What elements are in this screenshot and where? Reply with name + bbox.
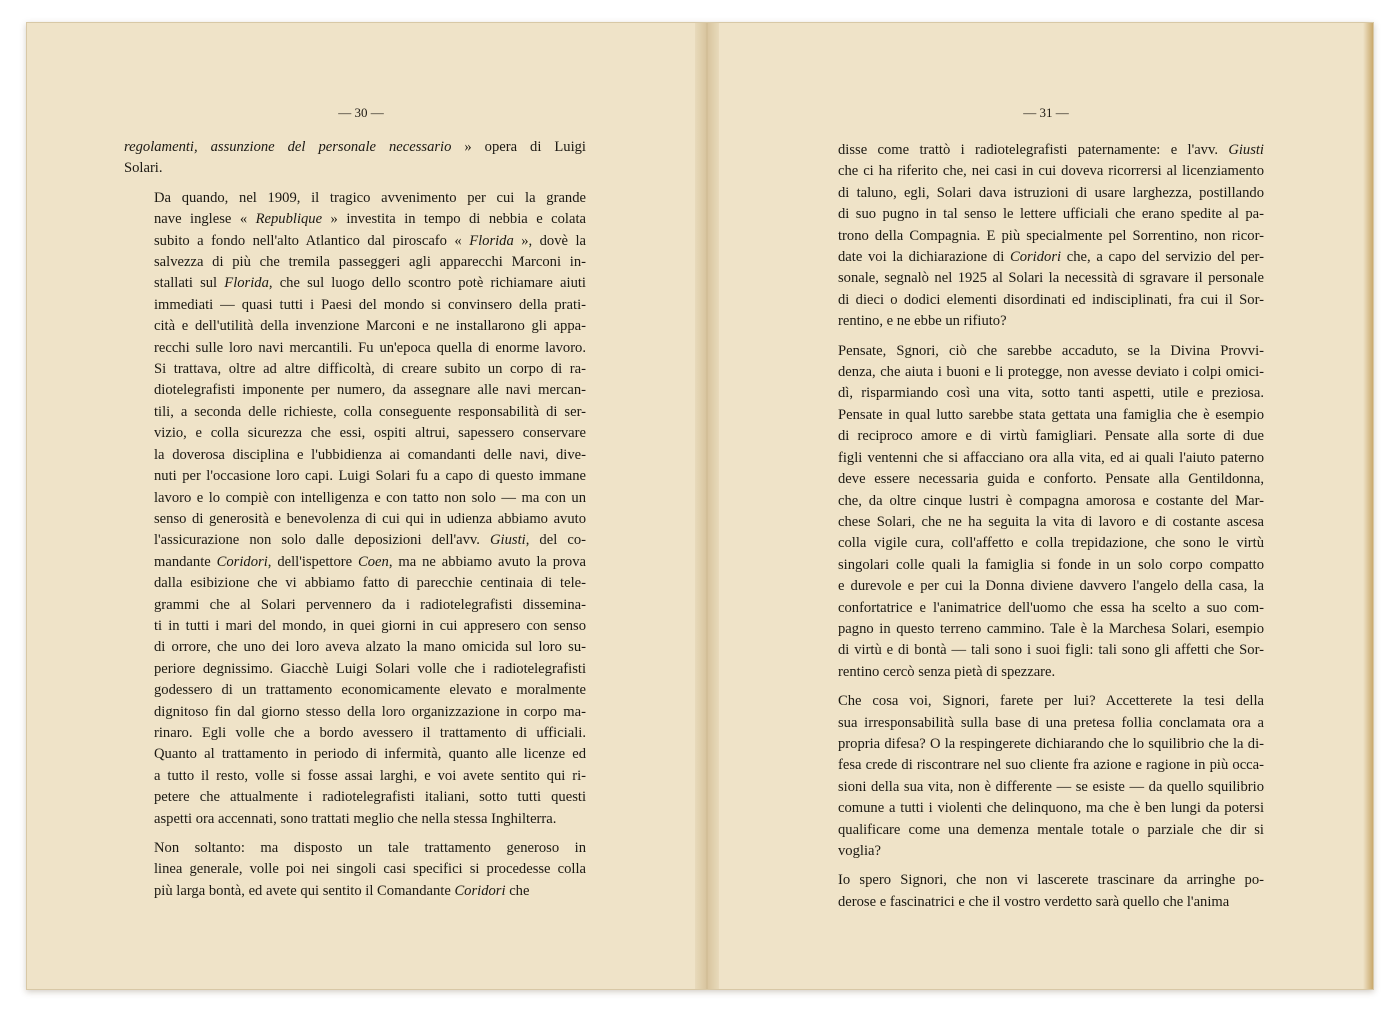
- text-line: nave inglese « Republique » investita in tempo di nebbia e colata: [154, 211, 586, 228]
- text-line: Io spero Signori, che non vi lascerete trascinare da arringhe po-: [838, 872, 1264, 889]
- text-line: a tutto il resto, volle si fosse assai larghi, e voi avete sentito qui ri-: [154, 767, 586, 784]
- text-line: vizio, e colla sicurezza che essi, ospiti altrui, sapessero conservare: [154, 425, 586, 442]
- right-page-text: [808, 137, 1264, 913]
- text-line: lavoro e lo compiè con intelligenza e con tatto non solo — ma con un: [154, 489, 586, 506]
- text-line: Quanto al trattamento in periodo di infermità, quanto alle licenze ed: [154, 746, 586, 763]
- text-line: propria difesa? O la respingerete dichiarando che lo squilibrio che la di-: [838, 735, 1264, 752]
- text-line: trono della Compagnia. E più specialmente pel Sorrentino, non ricor-: [838, 227, 1264, 244]
- text-line: Non soltanto: ma disposto un tale trattamento generoso in: [154, 840, 586, 856]
- text-line: denza, che aiuta i buoni e li protegge, non avesse deviato i colpi omici-: [838, 364, 1264, 381]
- text-line: date voi la dichiarazione di Coridori che, a capo del servizio del per-: [838, 249, 1264, 266]
- text-line: di dieci o dodici elementi disordinati ed indisciplinati, fra cui il Sor-: [838, 291, 1264, 308]
- text-line: di orrore, che uno dei loro aveva alzato la mano omicida sul loro su-: [154, 639, 586, 656]
- text-line: che ci ha riferito che, nei casi in cui doveva ricorrersi al licenziamento: [838, 163, 1264, 180]
- paragraph: [808, 341, 1264, 684]
- text-line: disse come trattò i radiotelegrafisti paternamente: e l'avv. Giusti: [838, 142, 1264, 158]
- text-line: nuti per l'occasione loro capi. Luigi Solari fu a capo di questo immane: [154, 468, 586, 485]
- text-line: linea generale, volle poi nei singoli casi specifici si procedesse colla: [154, 861, 586, 878]
- text-line: cità e dell'utilità della invenzione Marconi e ne installarono gli appa-: [154, 318, 586, 335]
- text-line: rentino, e ne ebbe un rifiuto?: [838, 313, 1007, 330]
- text-line: diotelegrafisti imponente per numero, da assegnare alle navi mercan-: [154, 382, 586, 399]
- text-line: dignitoso fin dal giorno stesso della loro organizzazione in corpo ma-: [154, 703, 586, 720]
- text-line: salvezza di più che tremila passeggeri agli apparecchi Marconi in-: [154, 254, 586, 271]
- text-line: dalla esibizione che vi abbiamo fatto di parecchie centinaia di tele-: [154, 575, 586, 592]
- text-line: derose e fascinatrici e che il vostro verdetto sarà quello che l'anima: [838, 893, 1230, 910]
- text-line: voglia?: [838, 843, 881, 859]
- text-line: stallati sul Florida, che sul luogo dello scontro potè richiamare aiuti: [154, 275, 586, 292]
- text-line: Si trattava, oltre ad altre difficoltà, di creare subito un corpo di ra-: [154, 361, 586, 378]
- paragraph: [124, 137, 586, 180]
- text-line: ti in tutti i mari del mondo, in quei giorni in cui appresero con senso: [154, 617, 586, 634]
- text-line: Pensate, Sgnori, ciò che sarebbe accaduto, se la Divina Provvi-: [838, 342, 1264, 359]
- text-line: singolari colle quali la famiglia si fonde in un solo corpo compatto: [838, 556, 1264, 573]
- book-gutter: [695, 23, 719, 989]
- text-line: più larga bontà, ed avete qui sentito il Comandante Coridori che: [154, 882, 530, 899]
- text-line: l'assicurazione non solo dalle deposizioni dell'avv. Giusti, del co-: [154, 532, 586, 549]
- text-line: immediati — quasi tutti i Paesi del mondo si convinsero della prati-: [154, 296, 586, 313]
- text-line: sonale, segnalò nel 1925 al Solari la necessità di sgravare il personale: [838, 270, 1264, 287]
- text-line: figli ventenni che si affacciano ora alla vita, ed ai quali l'aiuto paterno: [838, 449, 1264, 466]
- page-number-right: — 31 —: [1023, 105, 1069, 120]
- text-line: colla vigile cura, coll'affetto e colla trepidazione, che sono le virtù: [838, 535, 1264, 552]
- text-line: Solari.: [124, 160, 163, 177]
- text-line: Che cosa voi, Signori, farete per lui? Accetterete la tesi della: [838, 693, 1264, 710]
- text-line: qualificare come una demenza mentale totale o parziale che dir si: [838, 821, 1264, 838]
- text-line: che, da oltre cinque lustri è compagna amorosa e costante del Mar-: [838, 492, 1264, 509]
- text-line: grammi che al Solari pervennero da i radiotelegrafisti dissemina-: [154, 596, 586, 613]
- page-edge: [1363, 23, 1373, 989]
- text-line: sioni della sua vita, non è differente — se esiste — da quello squilibrio: [838, 778, 1264, 795]
- text-line: senso di generosità e benevolenza di cui qui in udienza abbiamo avuto: [154, 510, 586, 527]
- text-line: regolamenti, assunzione del personale necessario » opera di Luigi: [124, 139, 586, 155]
- text-line: tili, a seconda delle richieste, colla conseguente responsabilità di ser-: [154, 403, 586, 420]
- book-spread: [26, 22, 1374, 990]
- text-line: e durevole e per cui la Donna diviene davvero l'angelo della casa, la: [838, 578, 1264, 595]
- text-line: rinaro. Egli volle che a bordo avessero il trattamento di ufficiali.: [154, 724, 586, 741]
- text-line: dì, risparmiando così una vita, sotto tanti aspetti, utile e preziosa.: [838, 385, 1264, 402]
- text-line: fesa crede di riscontrare nel suo cliente fra azione e ragione in più occa-: [838, 757, 1264, 774]
- text-line: rentino cercò senza pietà di spezzare.: [838, 663, 1056, 680]
- text-line: recchi sulle loro navi mercantili. Fu un'epoca quella di enorme lavoro.: [154, 339, 586, 356]
- text-line: di reciproco amore e di virtù famigliari. Pensate alla sorte di due: [838, 428, 1264, 445]
- page-number-left: — 30 —: [338, 105, 384, 120]
- paragraph: [808, 691, 1264, 862]
- text-line: mandante Coridori, dell'ispettore Coen, ma ne abbiamo avuto la prova: [154, 553, 586, 570]
- text-line: confortatrice e l'animatrice dell'uomo che essa ha scelto a suo com-: [838, 599, 1264, 616]
- text-line: comune a tutti i violenti che delinquono, ma che è ben lungi da potersi: [838, 800, 1264, 817]
- text-line: periore degnissimo. Giacchè Luigi Solari volle che i radiotelegrafisti: [154, 660, 586, 677]
- paragraph: [124, 838, 586, 902]
- text-line: la doverosa disciplina e l'ubbidienza ai comandanti delle navi, dive-: [154, 446, 586, 463]
- text-line: di virtù e di bontà — tali sono i suoi figli: tali sono gli affetti che Sor-: [838, 642, 1264, 659]
- text-line: Pensate in qual lutto sarebbe stata gettata una famiglia che è esempio: [838, 406, 1264, 423]
- left-page-text: [124, 137, 586, 902]
- text-line: Da quando, nel 1909, il tragico avvenimento per cui la grande: [154, 189, 586, 206]
- paragraph: [808, 870, 1264, 913]
- paragraph: [808, 140, 1264, 333]
- text-line: petere che attualmente i radiotelegrafisti italiani, sotto tutti questi: [154, 789, 586, 806]
- text-line: di taluno, egli, Solari dava istruzioni di usare larghezza, postillando: [838, 184, 1264, 201]
- text-line: sua irresponsabilità sulla base di una pretesa follia conclamata ora a: [838, 714, 1264, 731]
- text-line: aspetti ora accennati, sono trattati meglio che nella stessa Inghilterra.: [154, 810, 557, 827]
- text-line: chese Solari, che ne ha seguita la vita di lavoro e di costante ascesa: [838, 513, 1264, 530]
- right-page: [719, 23, 1373, 989]
- text-line: di suo pugno in tal senso le lettere ufficiali che erano spedite al pa-: [838, 206, 1264, 223]
- text-line: deve essere necessaria guida e conforto. Pensate alla Gentildonna,: [838, 471, 1264, 488]
- left-page: [27, 23, 695, 989]
- text-line: godessero di un trattamento economicamente elevato e moralmente: [154, 682, 586, 699]
- text-line: pagno in questo terreno cammino. Tale è la Marchesa Solari, esempio: [838, 620, 1264, 637]
- paragraph: [124, 188, 586, 830]
- text-line: subito a fondo nell'alto Atlantico dal piroscafo « Florida », dovè la: [154, 232, 586, 249]
